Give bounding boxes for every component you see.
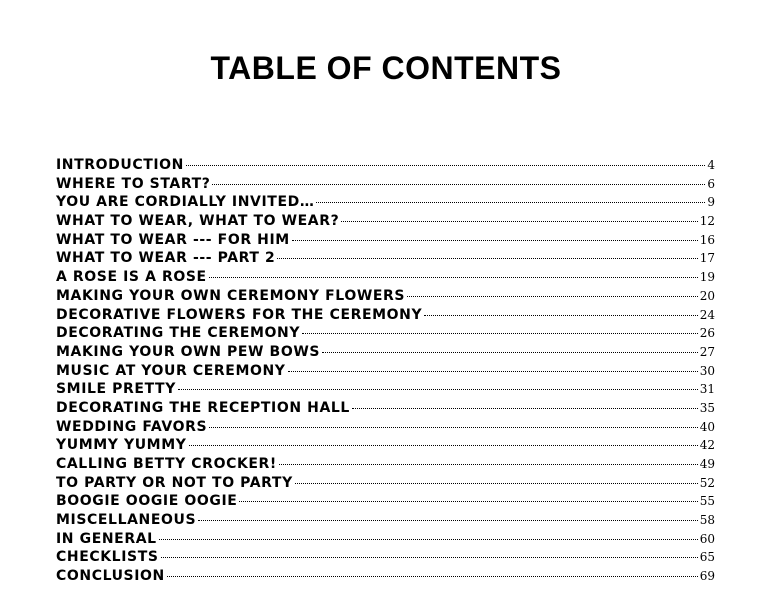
dot-leader <box>288 371 698 372</box>
toc-entry-page: 35 <box>699 400 715 415</box>
toc-entry-title: MAKING YOUR OWN CEREMONY FLOWERS <box>56 287 406 304</box>
toc-entry-title: TO PARTY OR NOT TO PARTY <box>56 474 293 491</box>
toc-entry-page: 4 <box>707 158 715 172</box>
dot-leader <box>295 483 698 484</box>
toc-list <box>56 156 715 586</box>
dot-leader <box>167 576 698 577</box>
toc-entry-page: 65 <box>699 550 715 565</box>
page-title: TABLE OF CONTENTS <box>210 50 562 86</box>
toc-entry-page: 40 <box>699 419 715 434</box>
dot-leader <box>178 389 698 390</box>
dot-leader <box>322 352 698 353</box>
toc-entry-page: 55 <box>699 494 715 509</box>
toc-entry[interactable] <box>56 474 715 493</box>
toc-entry-title: SMILE PRETTY <box>56 381 176 398</box>
toc-entry[interactable] <box>56 287 715 306</box>
dot-leader <box>279 464 698 465</box>
dot-leader <box>424 315 697 316</box>
toc-entry[interactable] <box>56 249 715 268</box>
toc-entry-title: YUMMY YUMMY <box>56 437 187 454</box>
toc-entry-page: 69 <box>699 569 715 584</box>
toc-entry-page: 17 <box>699 251 715 266</box>
toc-entry[interactable] <box>56 175 715 194</box>
dot-leader <box>316 202 705 203</box>
toc-entry-title: YOU ARE CORDIALLY INVITED… <box>56 194 315 211</box>
dot-leader <box>352 408 698 409</box>
toc-entry[interactable] <box>56 399 715 418</box>
dot-leader <box>212 184 705 185</box>
toc-entry-title: DECORATING THE CEREMONY <box>56 325 301 342</box>
toc-entry-title: WHAT TO WEAR --- PART 2 <box>56 250 276 267</box>
toc-entry[interactable] <box>56 530 715 549</box>
toc-entry[interactable] <box>56 362 715 381</box>
dot-leader <box>292 240 698 241</box>
toc-entry-page: 27 <box>699 344 715 359</box>
toc-entry[interactable] <box>56 492 715 511</box>
dot-leader <box>341 221 697 222</box>
toc-entry-page: 60 <box>699 531 715 546</box>
dot-leader <box>209 277 698 278</box>
toc-entry[interactable] <box>56 268 715 287</box>
toc-entry[interactable] <box>56 212 715 231</box>
toc-entry-title: IN GENERAL <box>56 530 157 547</box>
toc-entry-page: 30 <box>699 363 715 378</box>
toc-entry-page: 24 <box>699 307 715 322</box>
toc-entry[interactable] <box>56 231 715 250</box>
toc-entry-page: 9 <box>707 195 715 210</box>
toc-entry[interactable] <box>56 455 715 474</box>
toc-entry-page: 6 <box>707 176 715 191</box>
toc-entry-title: A ROSE IS A ROSE <box>56 269 207 286</box>
toc-entry[interactable] <box>56 380 715 399</box>
toc-entry-title: CONCLUSION <box>56 568 165 585</box>
toc-entry[interactable] <box>56 418 715 437</box>
dot-leader <box>198 520 698 521</box>
toc-entry[interactable] <box>56 324 715 343</box>
toc-entry[interactable] <box>56 548 715 567</box>
toc-entry-title: CHECKLISTS <box>56 549 159 566</box>
toc-entry[interactable] <box>56 436 715 455</box>
dot-leader <box>302 333 698 334</box>
toc-entry-title: WEDDING FAVORS <box>56 418 208 435</box>
dot-leader <box>209 427 698 428</box>
toc-entry-title: WHERE TO START? <box>56 175 211 192</box>
toc-entry-page: 52 <box>699 475 715 490</box>
toc-entry[interactable] <box>56 567 715 586</box>
toc-entry-title: MAKING YOUR OWN PEW BOWS <box>56 343 321 360</box>
dot-leader <box>189 445 698 446</box>
toc-entry-page: 20 <box>699 288 715 303</box>
toc-entry-page: 12 <box>699 214 715 229</box>
toc-entry-page: 19 <box>699 270 715 285</box>
toc-entry-page: 49 <box>699 457 715 471</box>
toc-entry-title: DECORATING THE RECEPTION HALL <box>56 399 350 416</box>
dot-leader <box>407 296 698 297</box>
toc-entry-title: BOOGIE OOGIE OOGIE <box>56 493 238 510</box>
toc-entry-page: 58 <box>699 513 715 528</box>
toc-entry-title: WHAT TO WEAR --- FOR HIM <box>56 231 290 248</box>
toc-entry-page: 42 <box>699 438 715 453</box>
dot-leader <box>277 258 697 259</box>
toc-entry-title: CALLING BETTY CROCKER! <box>56 456 277 472</box>
toc-entry-title: INTRODUCTION <box>56 157 184 173</box>
toc-entry[interactable] <box>56 193 715 212</box>
dot-leader <box>159 539 698 540</box>
toc-entry-title: WHAT TO WEAR, WHAT TO WEAR? <box>56 213 340 230</box>
toc-entry-title: MUSIC AT YOUR CEREMONY <box>56 362 286 379</box>
toc-entry[interactable] <box>56 306 715 325</box>
dot-leader <box>239 501 697 502</box>
toc-entry-page: 26 <box>699 326 715 341</box>
dot-leader <box>161 557 698 558</box>
toc-entry-title: MISCELLANEOUS <box>56 512 197 529</box>
toc-entry[interactable] <box>56 156 715 175</box>
toc-entry[interactable] <box>56 511 715 530</box>
toc-entry-page: 31 <box>699 382 715 397</box>
toc-entry-page: 16 <box>699 232 715 247</box>
dot-leader <box>186 165 705 166</box>
toc-entry-title: DECORATIVE FLOWERS FOR THE CEREMONY <box>56 306 423 323</box>
toc-entry[interactable] <box>56 343 715 362</box>
